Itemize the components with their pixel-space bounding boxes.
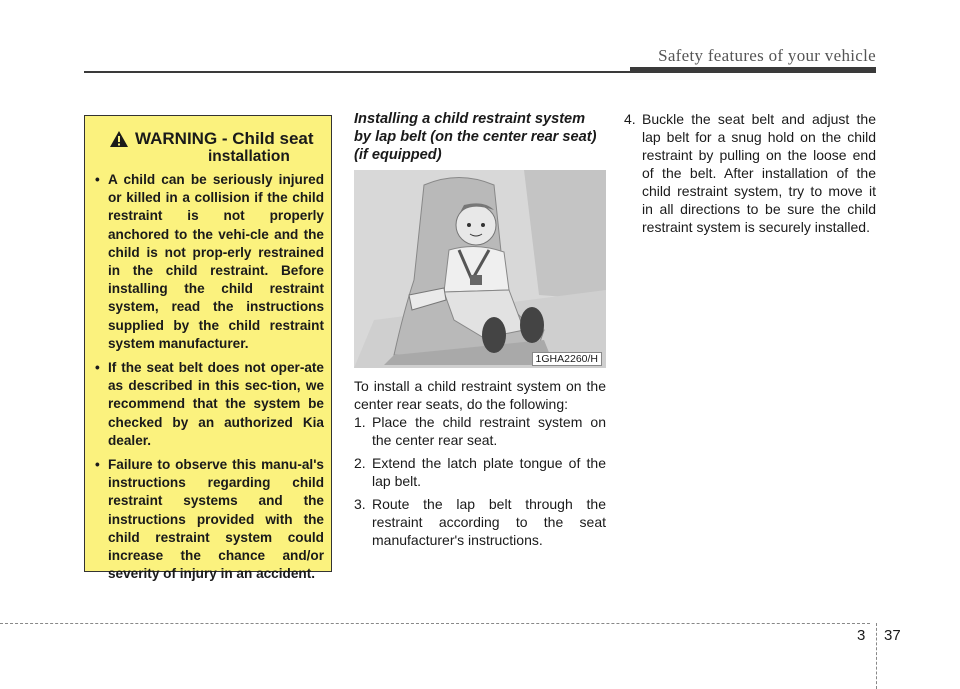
warning-list [95,171,324,589]
footer-rule [0,623,870,624]
header-rule-accent [630,67,876,73]
chapter-number: 3 [857,627,866,644]
step-item: 3. Route the lap belt through the restraint according to the seat manufacturer's instructions. [354,496,606,548]
figure-caption: 1GHA2260/H [532,352,602,366]
header-title: Safety features of your vehicle [658,46,876,65]
warning-box [84,115,332,582]
steps-list-right [624,110,876,241]
intro-text: To install a child restraint system on the center rear seats, do the following: [354,378,606,412]
child-seat-illustration [354,170,606,368]
warning-subtitle: installation [208,148,290,165]
steps-list-left [354,413,606,554]
warning-item: • If the seat belt does not oper-ate as described in this sec-tion, we recommend that the system be checked by an authorized Kia dealer. [95,360,324,448]
step-item: 4. Buckle the seat belt and adjust the lap belt for a snug hold on the child restraint by pulling on the loose end of the belt. After installation of the child restraint system, try to move it in all directions to be sure the child restraint system is securely installed. [624,111,876,235]
warning-title: WARNING - Child seat [135,129,314,148]
footer-divider [876,623,877,689]
step-item: 2. Extend the latch plate tongue of the lap belt. [354,455,606,489]
section-heading: Installing a child restraint system by lap belt (on the center rear seat) (if equipped) [354,111,597,163]
warning-item: • A child can be seriously injured or killed in a collision if the child restraint is not properly anchored to the vehi-cle and the child is not prop-erly restrained in the child restraint. Before installing the child restraint system, read the instructions supplied by the child restraint system manufacturer. [95,172,324,351]
warning-item: • Failure to observe this manu-al's instructions regarding child restraint systems and the instructions provided with the child restraint system could increase the chance and/or severity of injury in an accident. [95,457,324,582]
step-item: 1. Place the child restraint system on the center rear seat. [354,414,606,448]
child-seat-image [354,170,606,368]
warning-triangle-icon [109,130,129,148]
page-number: 37 [884,627,901,644]
